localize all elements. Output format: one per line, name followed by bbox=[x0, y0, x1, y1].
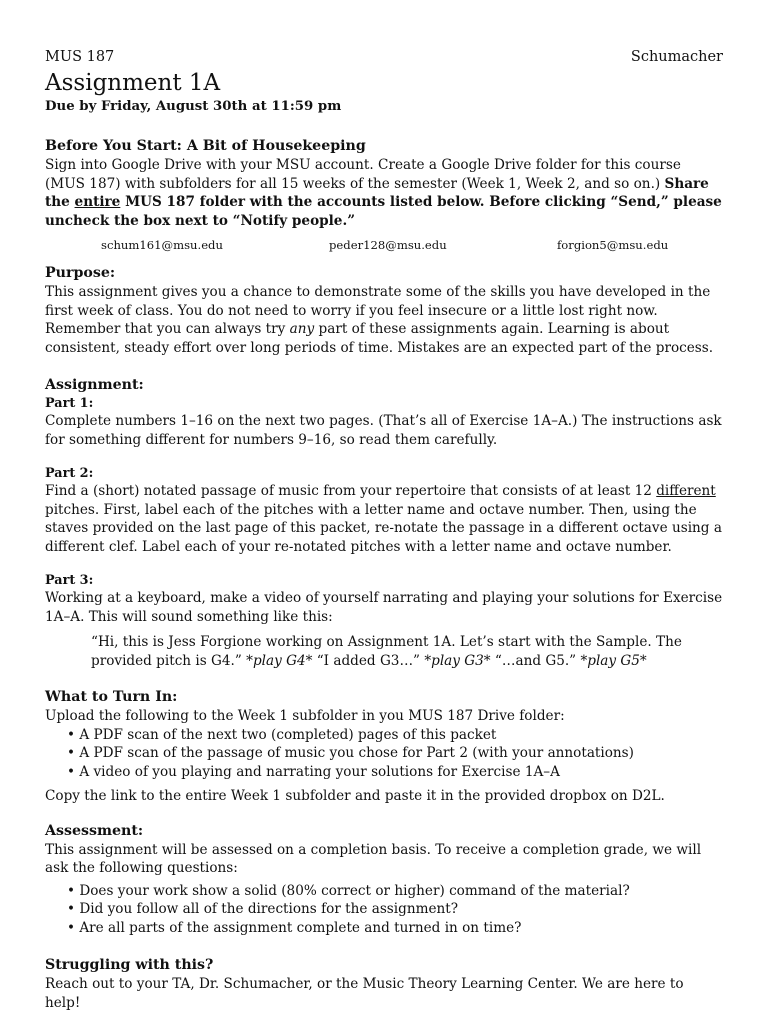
housekeeping-heading: Before You Start: A Bit of Housekeeping bbox=[45, 138, 366, 154]
list-item: • Did you follow all of the directions for the assignment? bbox=[67, 900, 723, 919]
part2-text-underline: different bbox=[656, 483, 716, 499]
turn-in-outro: Copy the link to the entire Week 1 subfolder and paste it in the provided dropbox on D2L. bbox=[45, 788, 665, 804]
housekeeping-bold-b: MUS 187 folder with the accounts listed below. Before clicking “Send,” please uncheck the box next to “Notify people.” bbox=[45, 194, 722, 229]
purpose-text-a: This assignment gives you a chance to demonstrate some of the skills you have developed in the first week of class. You do not need to worry if you feel insecure or a little lost right now. Remember that you can always try bbox=[45, 284, 711, 337]
quote-action: *play G4* bbox=[246, 652, 313, 669]
quote-action: *play G3* bbox=[424, 652, 491, 669]
housekeeping-text-plain: Sign into Google Drive with your MSU account. Create a Google Drive folder for this course (MUS 187) with subfolders for all 15 weeks of the semester (Week 1, Week 2, and so on.) bbox=[45, 157, 681, 192]
list-item: • A PDF scan of the next two (completed) pages of this packet bbox=[67, 726, 723, 745]
part2-label: Part 2: bbox=[45, 466, 94, 481]
part3-label: Part 3: bbox=[45, 573, 94, 588]
turn-in-heading: What to Turn In: bbox=[45, 689, 178, 705]
purpose-text-italic: any bbox=[289, 321, 315, 337]
due-date: Due by Friday, August 30th at 11:59 pm bbox=[45, 99, 342, 114]
assignment-heading: Assignment: bbox=[45, 377, 144, 393]
list-item: • Does your work show a solid (80% correct or higher) command of the material? bbox=[67, 882, 723, 901]
part2-text-b: pitches. First, label each of the pitches with a letter name and octave number. Then, using the staves provided on the last page of this packet, re-notate the passage in a different octave using a different clef. Label each of your re-notated pitches with a letter name and octave number. bbox=[45, 501, 722, 555]
quote-part: “Hi, this is Jess Forgione working on Assignment 1A. Let’s start with the Sample. The provided pitch is G4.” bbox=[91, 634, 682, 669]
list-item: • A video of you playing and narrating your solutions for Exercise 1A–A bbox=[67, 763, 723, 782]
page-title: Assignment 1A bbox=[45, 70, 221, 96]
header-line bbox=[45, 47, 723, 67]
turn-in-intro: Upload the following to the Week 1 subfolder in you MUS 187 Drive folder: bbox=[45, 708, 565, 724]
assessment-intro: This assignment will be assessed on a completion basis. To receive a completion grade, we will ask the following questions: bbox=[45, 841, 702, 876]
email-address: forgion5@msu.edu bbox=[557, 238, 669, 252]
part3-text: Working at a keyboard, make a video of yourself narrating and playing your solutions for Exercise 1A–A. This will sound something like this: bbox=[45, 590, 723, 625]
part1-label: Part 1: bbox=[45, 396, 94, 411]
assessment-heading: Assessment: bbox=[45, 822, 144, 839]
struggling-heading: Struggling with this? bbox=[45, 957, 214, 973]
part1-text: Complete numbers 1–16 on the next two pages. (That’s all of Exercise 1A–A.) The instructions ask for something different for numbers 9–16, so read them carefully. bbox=[45, 413, 722, 448]
housekeeping-bold-a: Share the bbox=[45, 175, 709, 210]
assessment-list bbox=[45, 882, 723, 938]
email-list bbox=[45, 237, 723, 253]
purpose-text-b: part of these assignments again. Learning is about consistent, steady effort over long periods of time. Mistakes are an expected part of the process. bbox=[45, 321, 714, 356]
part2-text-a: Find a (short) notated passage of music from your repertoire that consists of at least 12 bbox=[45, 483, 657, 499]
instructor-name: Schumacher bbox=[630, 49, 723, 65]
list-item: • A PDF scan of the passage of music you chose for Part 2 (with your annotations) bbox=[67, 744, 723, 763]
purpose-text bbox=[45, 283, 723, 357]
housekeeping-bold-underline: entire bbox=[74, 194, 121, 210]
email-address: schum161@msu.edu bbox=[101, 238, 223, 252]
purpose-heading: Purpose: bbox=[45, 265, 116, 281]
quote-part: “I added G3…” bbox=[312, 652, 425, 669]
struggling-text: Reach out to your TA, Dr. Schumacher, or the Music Theory Learning Center. We are here to help! bbox=[45, 976, 684, 1011]
turn-in-list bbox=[45, 726, 723, 782]
quote-part: “…and G5.” bbox=[490, 652, 581, 669]
quote-action: *play G5* bbox=[580, 652, 647, 669]
course-code: MUS 187 bbox=[45, 49, 115, 65]
email-address: peder128@msu.edu bbox=[329, 238, 447, 252]
housekeeping-text bbox=[45, 156, 723, 230]
list-item: • Are all parts of the assignment complete and turned in on time? bbox=[67, 919, 723, 938]
example-quote bbox=[45, 633, 723, 670]
part2-text bbox=[45, 482, 723, 556]
